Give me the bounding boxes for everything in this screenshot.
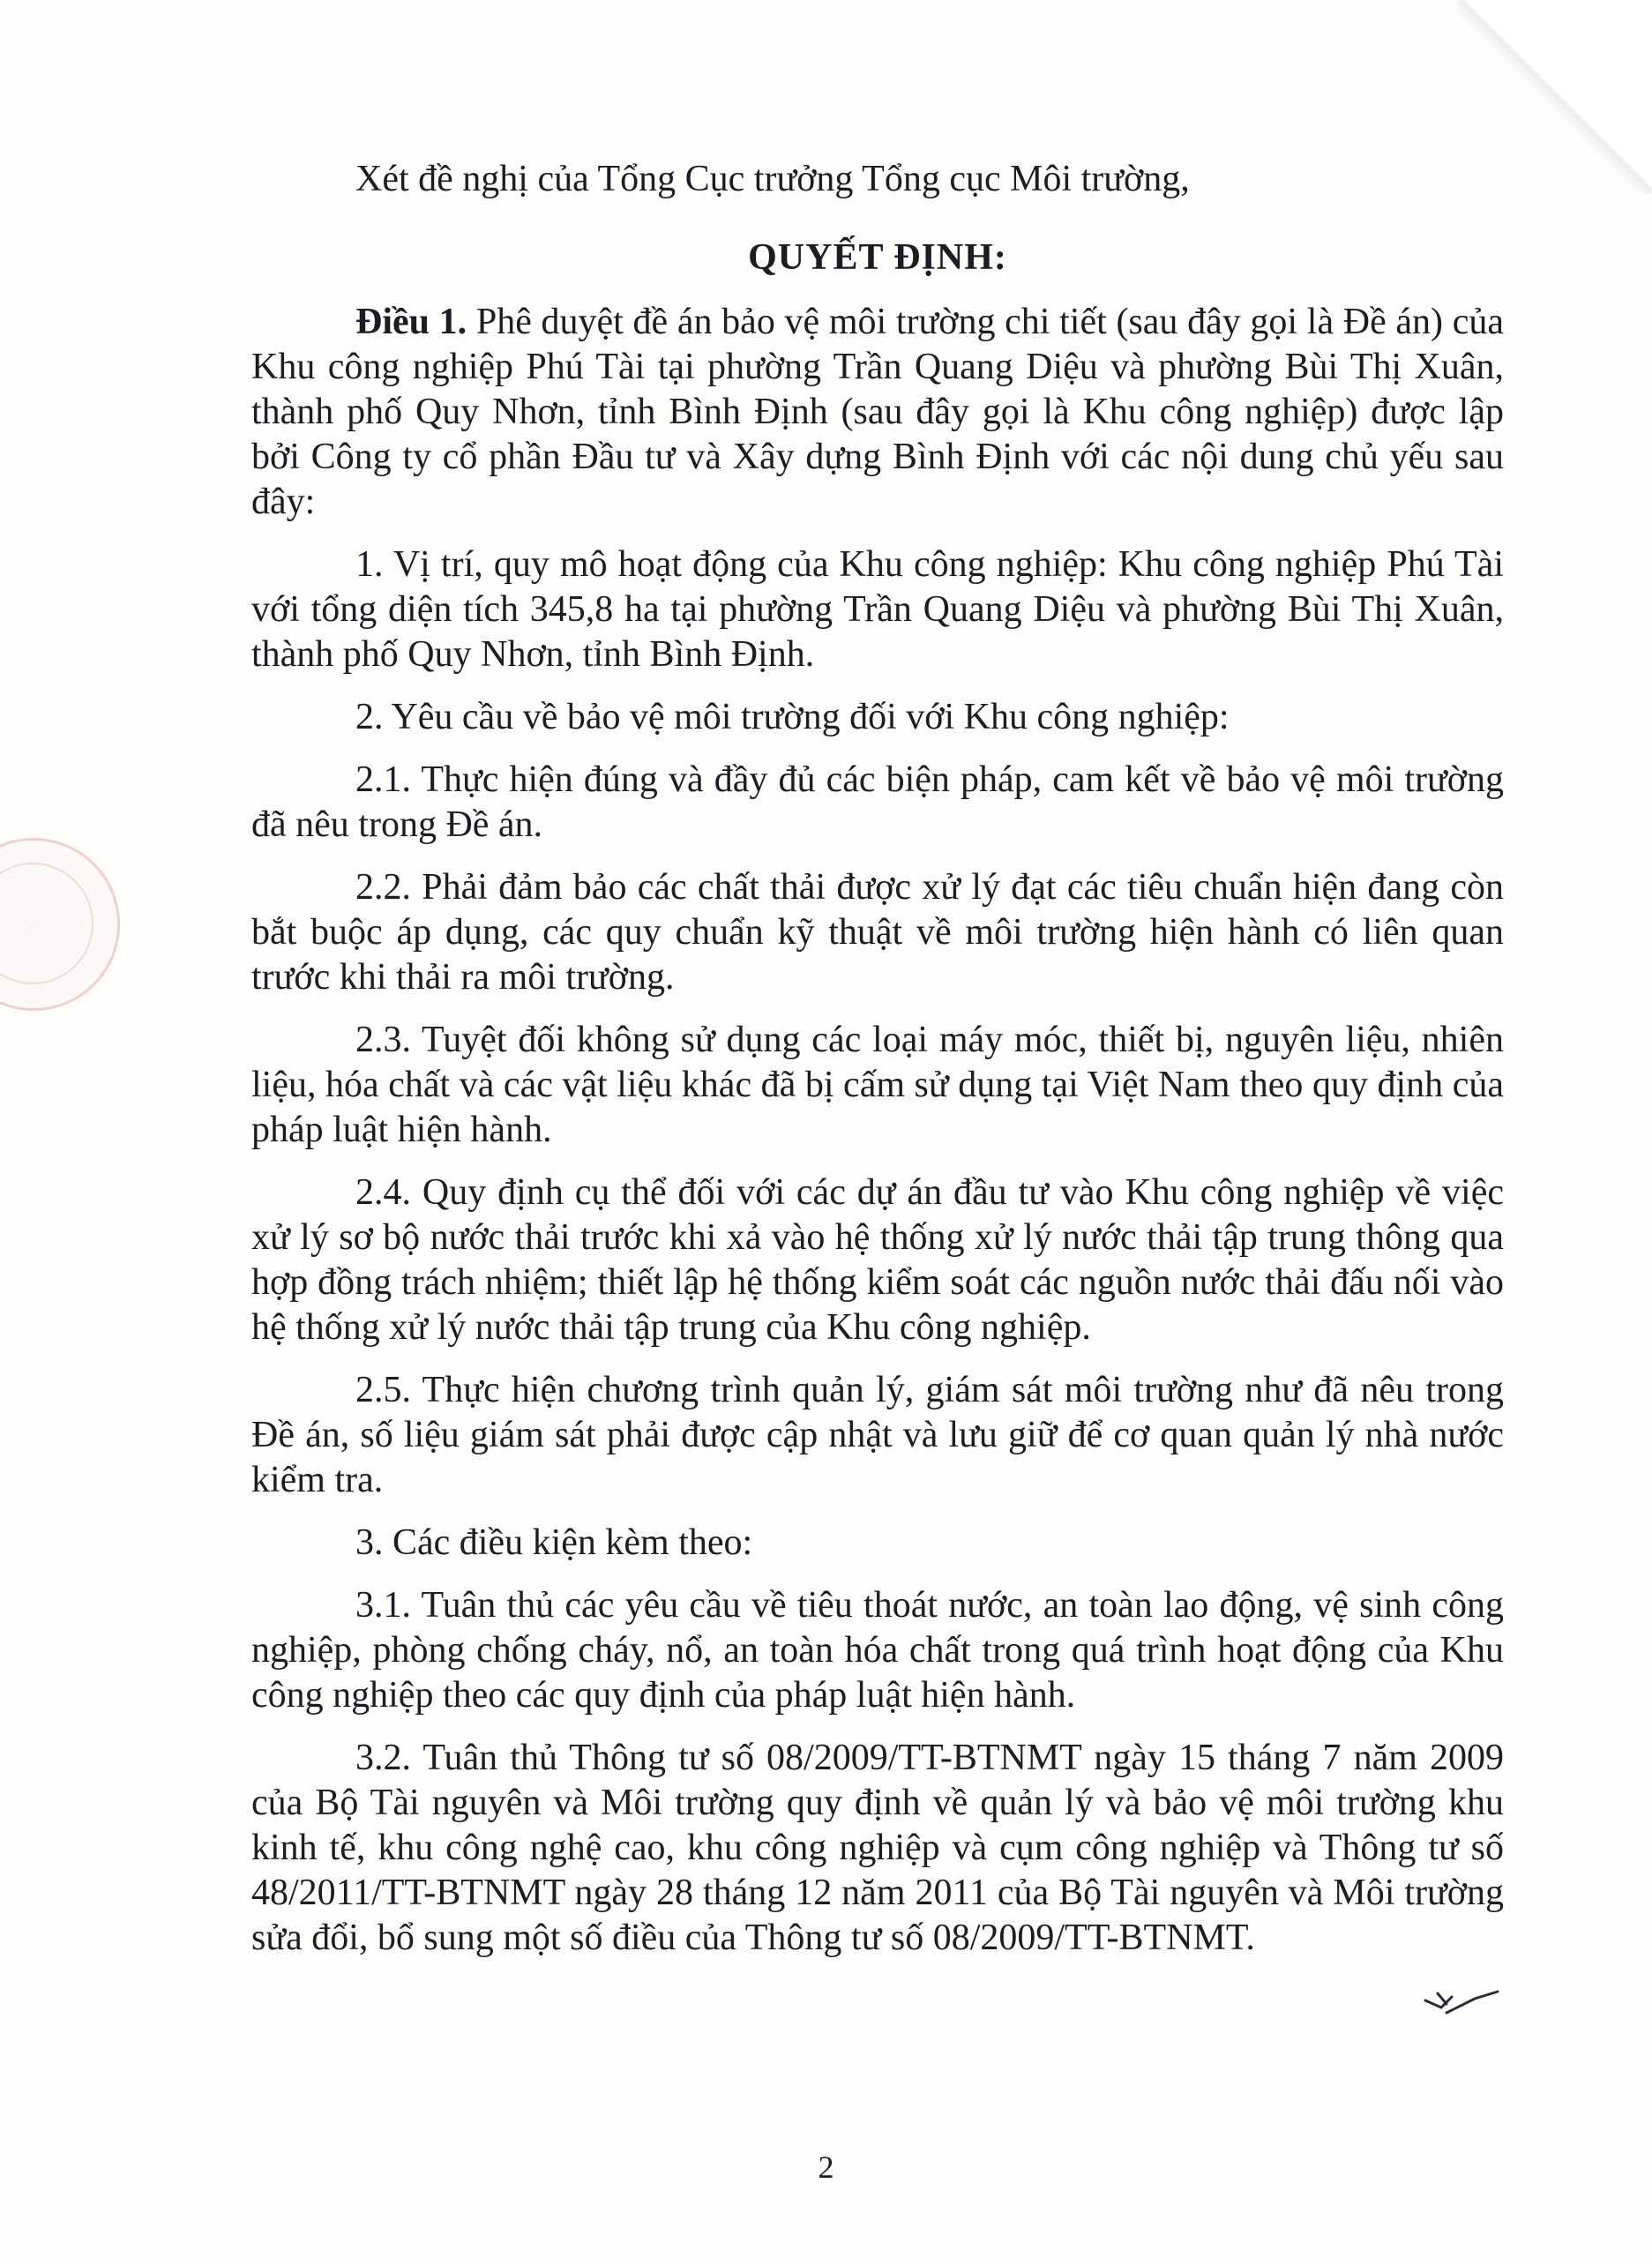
item-2-requirements: 2. Yêu cầu về bảo vệ môi trường đối với Khu công nghiệp: bbox=[355, 697, 1230, 737]
article-1-label: Điều 1. bbox=[355, 302, 467, 342]
item-3-1: 3.1. Tuân thủ các yêu cầu về tiêu thoát nước, an toàn lao động, vệ sinh công nghiệp, phòng chống cháy, nổ, an toàn hóa chất trong quá trình hoạt động của Khu công nghiệp theo các quy định của pháp luật hiện hành. bbox=[251, 1585, 1504, 1716]
item-2-2: 2.2. Phải đảm bảo các chất thải được xử lý đạt các tiêu chuẩn hiện đang còn bắt buộc áp dụng, các quy chuẩn kỹ thuật về môi trường hiện hành có liên quan trước khi thải ra môi trường. bbox=[251, 867, 1504, 998]
item-2-1: 2.1. Thực hiện đúng và đầy đủ các biện pháp, cam kết về bảo vệ môi trường đã nêu trong Đề án. bbox=[251, 759, 1504, 845]
document-body bbox=[251, 157, 1504, 1978]
decision-heading: QUYẾT ĐỊNH: bbox=[748, 237, 1007, 278]
item-3-2: 3.2. Tuân thủ Thông tư số 08/2009/TT-BTNMT ngày 15 tháng 7 năm 2009 của Bộ Tài nguyên và Môi trường quy định về quản lý và bảo vệ môi trường khu kinh tế, khu công nghệ cao, khu công nghiệp và cụm công nghiệp và Thông tư số 48/2011/TT-BTNMT ngày 28 tháng 12 năm 2011 của Bộ Tài nguyên và Môi trường sửa đổi, bổ sung một số điều của Thông tư số 08/2009/TT-BTNMT. bbox=[251, 1738, 1504, 1958]
item-2-5: 2.5. Thực hiện chương trình quản lý, giám sát môi trường như đã nêu trong Đề án, số liệu giám sát phải được cập nhật và lưu giữ để cơ quan quản lý nhà nước kiểm tra. bbox=[251, 1370, 1504, 1500]
item-2-3: 2.3. Tuyệt đối không sử dụng các loại máy móc, thiết bị, nguyên liệu, nhiên liệu, hóa chất và các vật liệu khác đã bị cấm sử dụng tại Việt Nam theo quy định của pháp luật hiện hành. bbox=[251, 1020, 1504, 1150]
article-1-text: Phê duyệt đề án bảo vệ môi trường chi tiết (sau đây gọi là Đề án) của Khu công nghiệp Phú Tài tại phường Trần Quang Diệu và phường Bùi Thị Xuân, thành phố Quy Nhơn, tỉnh Bình Định (sau đây gọi là Khu công nghiệp) được lập bởi Công ty cổ phần Đầu tư và Xây dựng Bình Định với các nội dung chủ yếu sau đây: bbox=[251, 302, 1505, 522]
item-3-conditions: 3. Các điều kiện kèm theo: bbox=[355, 1522, 753, 1563]
intro-paragraph: Xét đề nghị của Tổng Cục trưởng Tổng cục Môi trường, bbox=[355, 159, 1190, 199]
red-stamp-edge bbox=[0, 838, 120, 1011]
initial-signature-mark bbox=[1422, 1986, 1501, 2022]
item-1-location: 1. Vị trí, quy mô hoạt động của Khu công nghiệp: Khu công nghiệp Phú Tài với tổng diện tích 345,8 ha tại phường Trần Quang Diệu và phường Bùi Thị Xuân, thành phố Quy Nhơn, tỉnh Bình Định. bbox=[251, 544, 1504, 675]
item-2-4: 2.4. Quy định cụ thể đối với các dự án đầu tư vào Khu công nghiệp về việc xử lý sơ bộ nước thải trước khi xả vào hệ thống xử lý nước thải tập trung thông qua hợp đồng trách nhiệm; thiết lập hệ thống kiểm soát các nguồn nước thải đấu nối vào hệ thống xử lý nước thải tập trung của Khu công nghiệp. bbox=[251, 1172, 1504, 1348]
page-number: 2 bbox=[818, 2150, 834, 2185]
article-1-paragraph bbox=[251, 300, 1504, 525]
